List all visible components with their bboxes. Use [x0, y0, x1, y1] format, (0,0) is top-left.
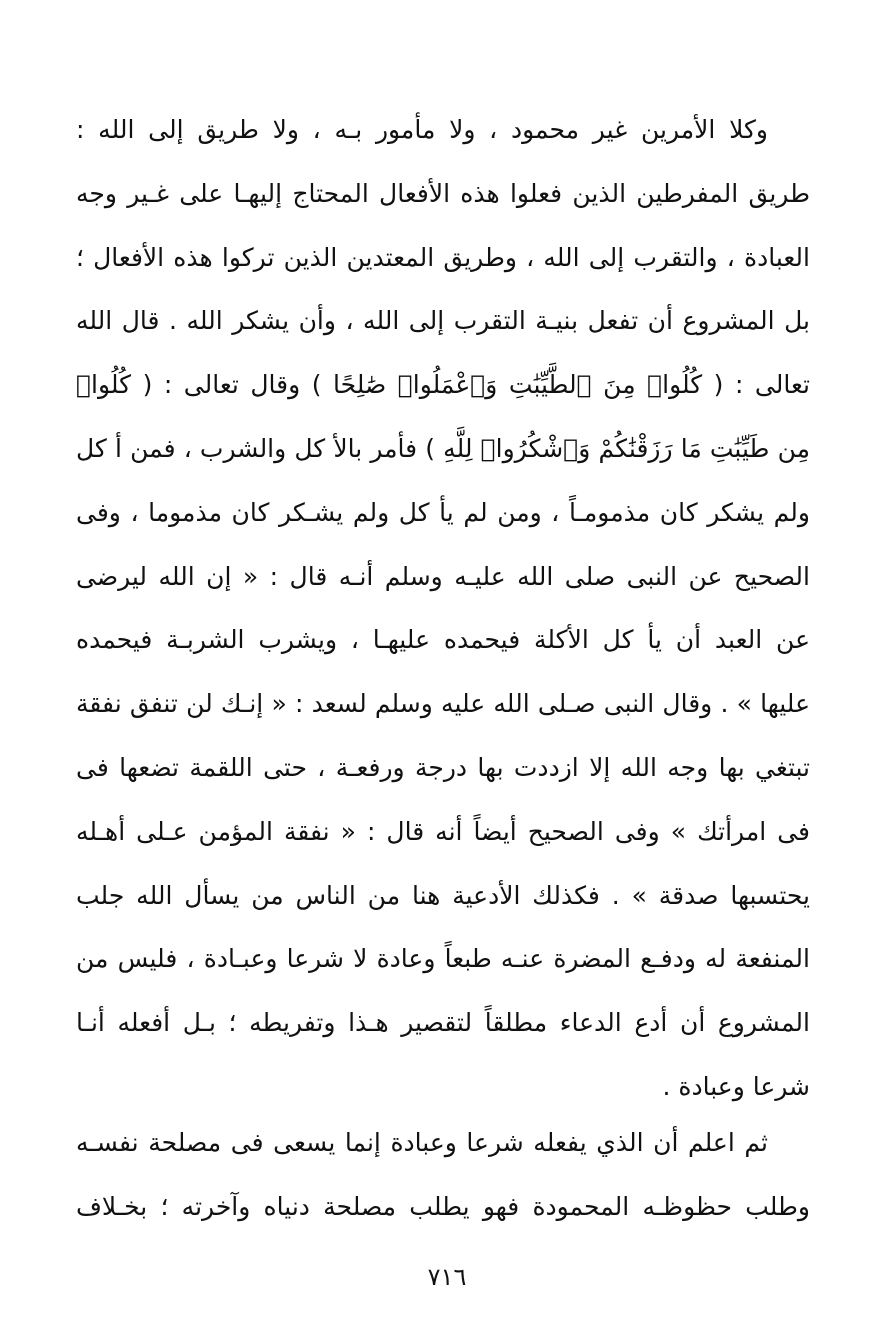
page-number: ٧١٦: [427, 1263, 467, 1291]
text-line-quran-verse: مِن طَيِّبَٰتِ مَا رَزَقْنَٰكُمْ وَٱشْكُرُوا۟ لِلَّهِ ) فأمر بالأ كل والشرب ، فمن أ كل: [76, 433, 810, 463]
text-line: يحتسبها صدقة » . فكذلك الأدعية هنا من الناس من يسأل الله جلب: [76, 880, 810, 910]
text-line-quran-verse: تعالى : ( كُلُوا۟ مِنَ ٱلطَّيِّبَٰتِ وَٱعْمَلُوا۟ صَٰلِحًا ) وقال تعالى : ( كُلُوا۟: [76, 370, 810, 400]
text-line: المنفعة له ودفـع المضرة عنـه طبعاً وعادة لا شرعا وعبـادة ، فليس من: [76, 944, 810, 974]
text-line: وطلب حظوظـه المحمودة فهو يطلب مصلحة دنياه وآخرته ؛ بخـلاف: [76, 1191, 810, 1221]
text-line: تبتغي بها وجه الله إلا ازددت بها درجة ورفعـة ، حتى اللقمة تضعها فى: [76, 752, 810, 782]
text-line: ثم اعلم أن الذي يفعله شرعا وعبادة إنما يسعى فى مصلحة نفسـه: [76, 1128, 768, 1157]
text-line: الصحيح عن النبى صلى الله عليـه وسلم أنـه قال : « إن الله ليرضى: [76, 561, 810, 591]
text-line: طريق المفرطين الذين فعلوا هذه الأفعال المحتاج إليهـا على غـير وجه: [76, 178, 810, 208]
paragraph-1: [76, 98, 810, 1119]
text-line: عن العبد أن يأ كل الأكلة فيحمده عليهـا ، ويشرب الشربـة فيحمده: [76, 625, 810, 655]
text-line: شرعا وعبادة .: [662, 1071, 810, 1101]
text-line: فى امرأتك » وفى الصحيح أيضاً أنه قال : « نفقة المؤمن عـلى أهـله: [76, 816, 810, 846]
text-line: ولم يشكر كان مذمومـاً ، ومن لم يأ كل ولم يشـكر كان مذموما ، وفى: [76, 497, 810, 527]
paragraph-2: [76, 1111, 810, 1239]
text-line: وكلا الأمرين غير محمود ، ولا مأمور بـه ، ولا طريق إلى الله :: [76, 115, 768, 144]
text-line: العبادة ، والتقرب إلى الله ، وطريق المعتدين الذين تركوا هذه الأفعال ؛: [76, 242, 810, 272]
text-line: عليها » . وقال النبى صـلى الله عليه وسلم لسعد : « إنـك لن تنفق نفقة: [76, 689, 810, 719]
text-line: بل المشروع أن تفعل بنيـة التقرب إلى الله ، وأن يشكر الله . قال الله: [76, 306, 810, 336]
text-line: المشروع أن أدع الدعاء مطلقاً لتقصير هـذا وتفريطه ؛ بـل أفعله أنـا: [76, 1008, 810, 1038]
